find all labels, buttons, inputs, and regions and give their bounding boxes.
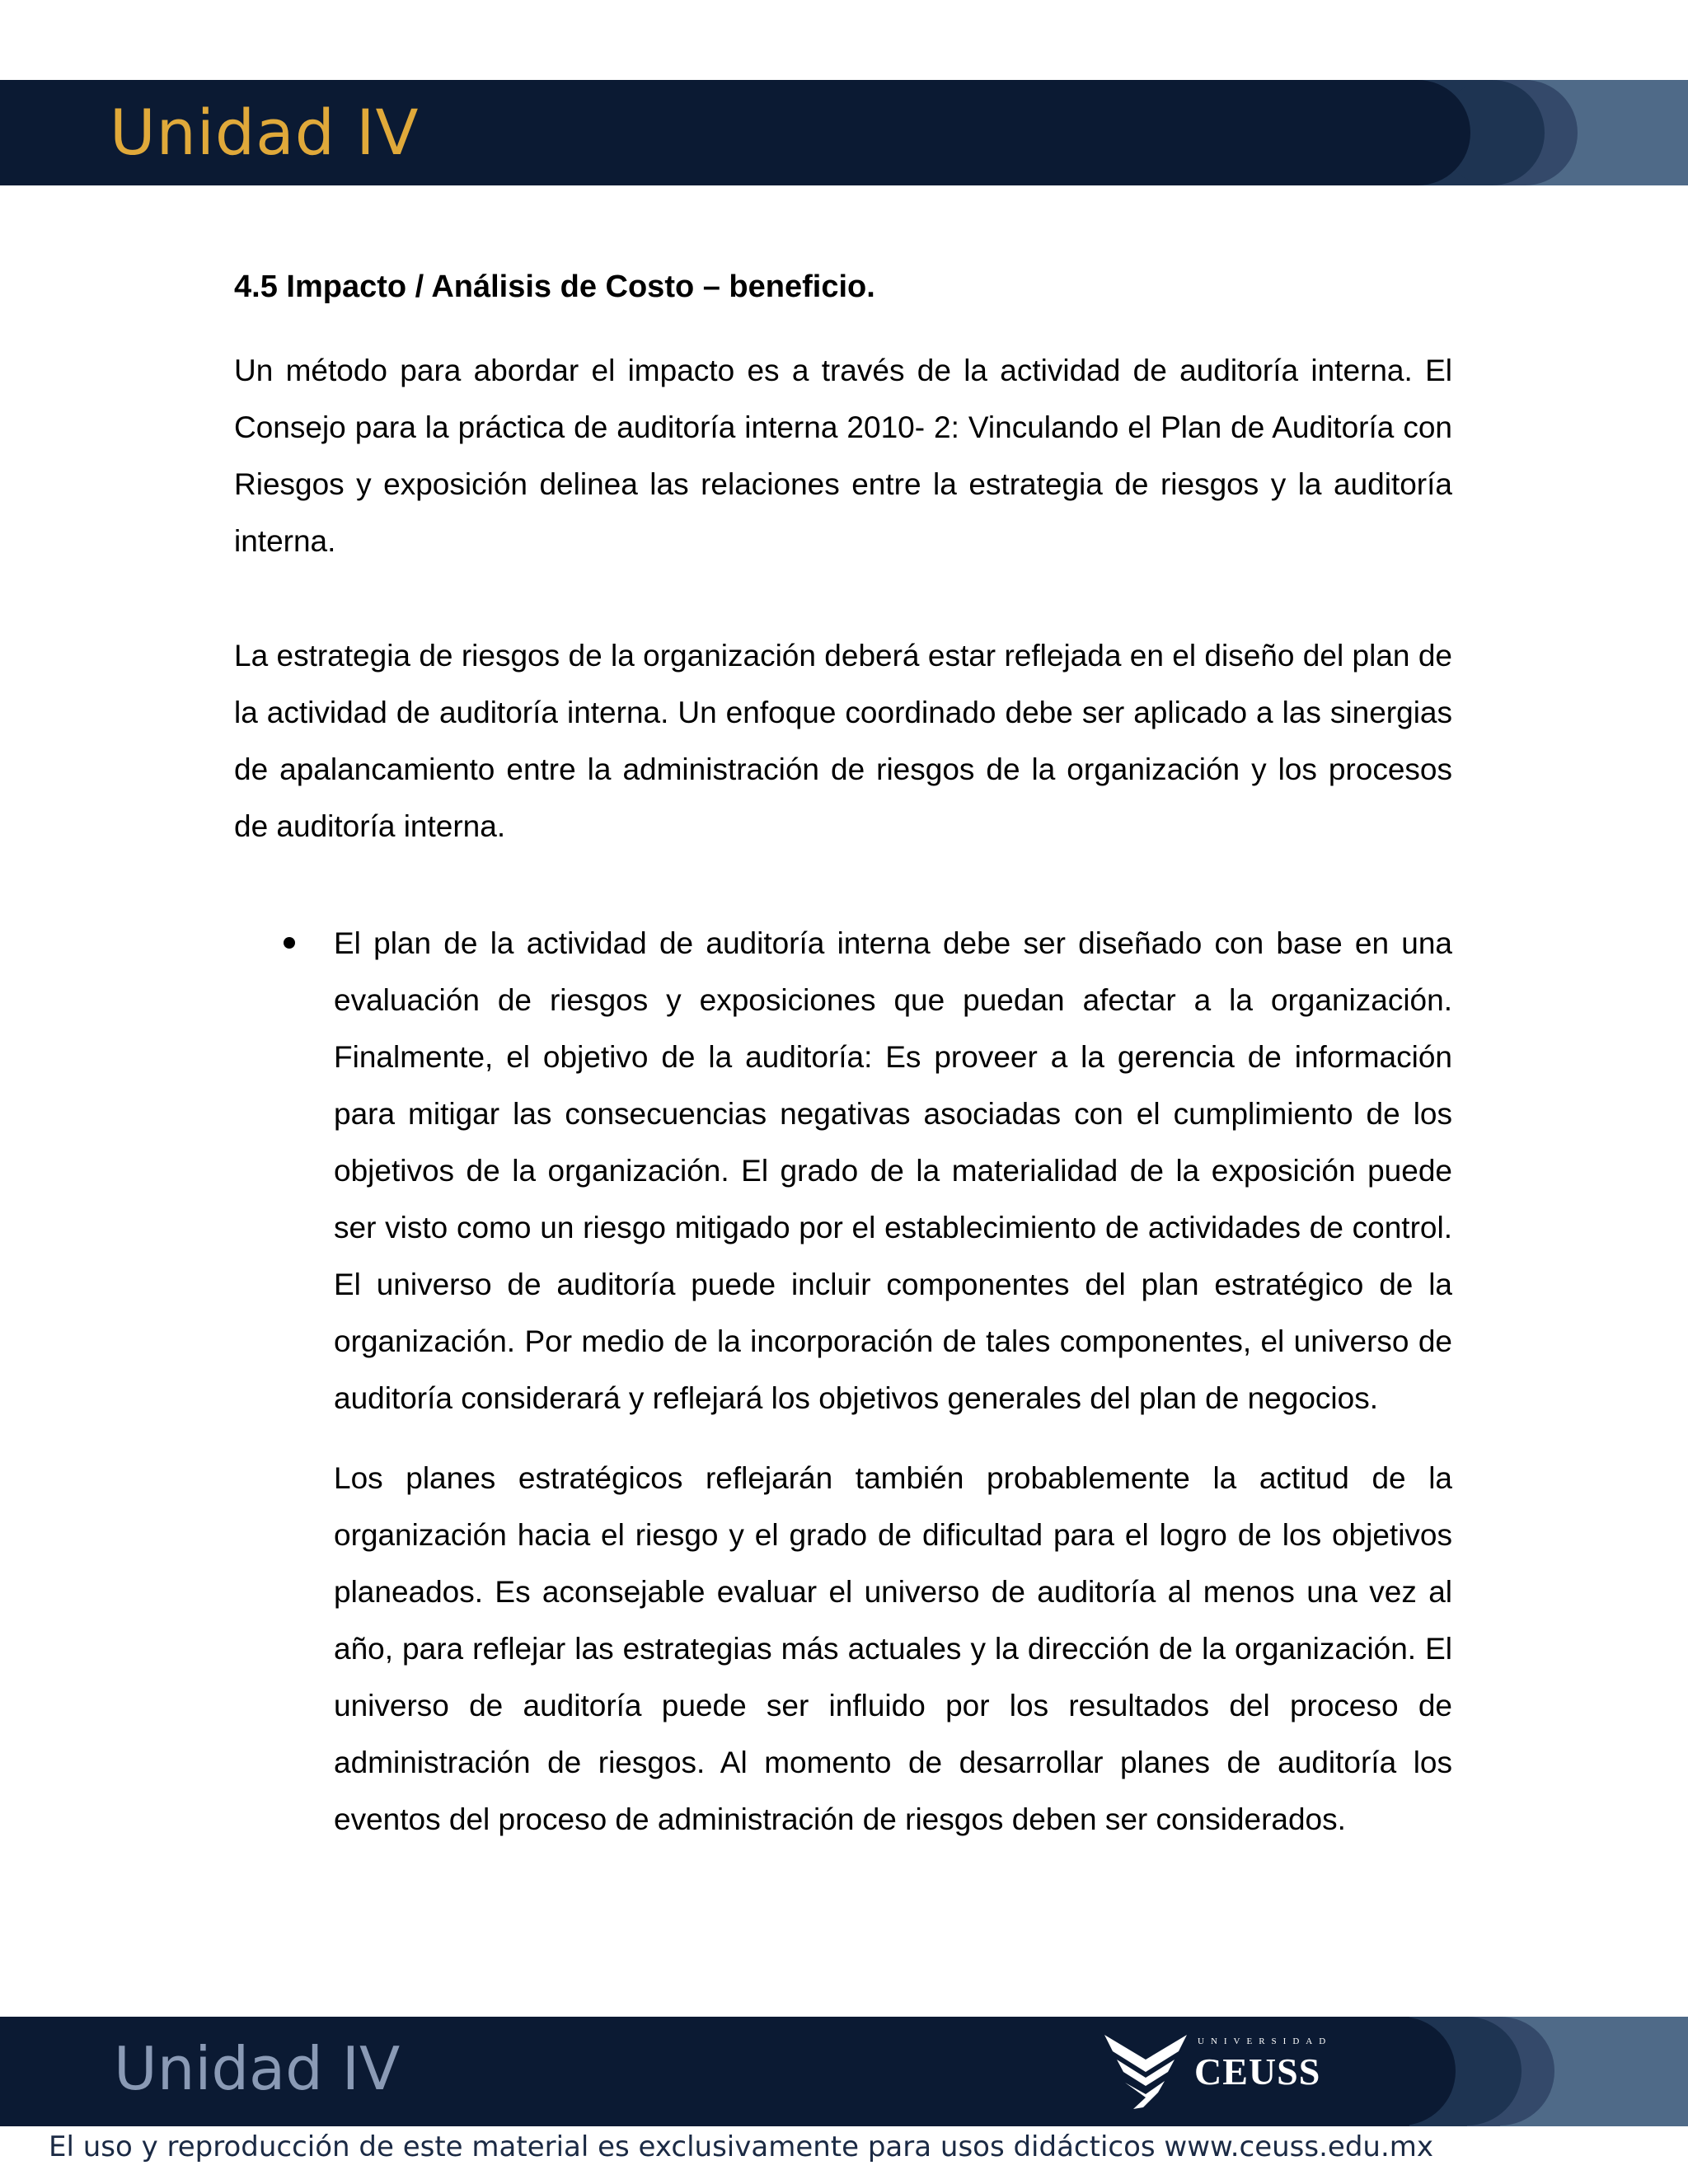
section-heading: 4.5 Impacto / Análisis de Costo – beneficio. xyxy=(234,269,875,304)
footer-title: Unidad IV xyxy=(114,2034,401,2103)
paragraph-1: Un método para abordar el impacto es a través de la actividad de auditoría interna. El Consejo para la práctica de auditoría interna 2010- 2: Vinculando el Plan de Auditoría con Riesgos y exposición delinea las relaciones entre la estrategia de riesgos y la auditoría interna. xyxy=(234,354,1452,559)
eagle-icon xyxy=(1100,2027,1191,2117)
footer-band xyxy=(0,2017,1688,2126)
footer-disclaimer xyxy=(0,2129,1688,2165)
header-title: Unidad IV xyxy=(110,96,420,169)
footer-decoration xyxy=(1409,2017,1688,2126)
document-body xyxy=(234,265,1452,1848)
ceuss-logo xyxy=(1100,2027,1331,2117)
indented-paragraph: Los planes estratégicos reflejarán también probablemente la actitud de la organización hacia el riesgo y el grado de dificultad para el logro de los objetivos planeados. Es aconsejable evaluar el universo de auditoría al menos una vez al año, para reflejar las estrategias más actuales y la dirección de la organización. El universo de auditoría puede ser influido por los resultados del proceso de administración de riesgos. Al momento de desarrollar planes de auditoría los eventos del proceso de administración de riesgos deben ser considerados. xyxy=(334,1461,1452,1837)
logo-university-label: UNIVERSIDAD xyxy=(1198,2036,1333,2046)
bullet-list-item xyxy=(234,915,1452,1848)
disclaimer-text: El uso y reproducción de este material es exclusivamente para usos didácticos www.ceuss.edu.mx xyxy=(48,2130,1434,2163)
header-band xyxy=(0,80,1688,185)
paragraph-2: La estrategia de riesgos de la organización deberá estar reflejada en el diseño del plan de la actividad de auditoría interna. Un enfoque coordinado debe ser aplicado a las sinergias de apalancamiento entre la administración de riesgos de la organización y los procesos de auditoría interna. xyxy=(234,639,1452,844)
bullet-text: El plan de la actividad de auditoría interna debe ser diseñado con base en una evaluación de riesgos y exposiciones que puedan afectar a la organización. Finalmente, el objetivo de la auditoría: Es proveer a la gerencia de información para mitigar las consecuencias negativas asociadas con el cumplimiento de los objetivos de la organización. El grado de la materialidad de la exposición puede ser visto como un riesgo mitigado por el establecimiento de actividades de control. El universo de auditoría puede incluir componentes del plan estratégico de la organización. Por medio de la incorporación de tales componentes, el universo de auditoría considerará y reflejará los objetivos generales del plan de negocios. xyxy=(334,926,1452,1416)
header-decoration xyxy=(1409,80,1688,185)
logo-name: CEUSS xyxy=(1194,2050,1321,2093)
bullet-icon xyxy=(284,937,295,949)
